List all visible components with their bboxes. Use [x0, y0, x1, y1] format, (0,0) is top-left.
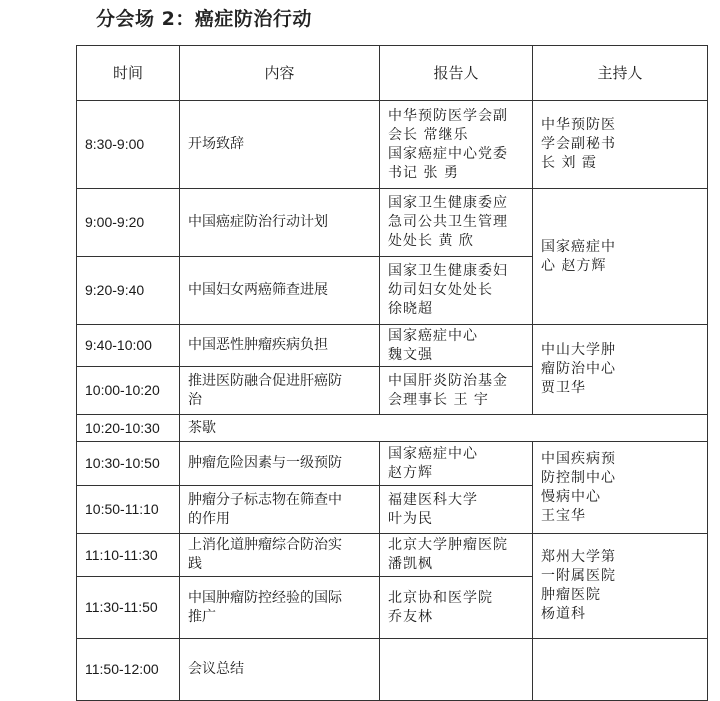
speaker-line: 北京大学肿瘤医院	[388, 537, 508, 553]
time-cell: 9:20-9:40	[77, 257, 180, 325]
content-cell	[180, 486, 380, 534]
table-row	[77, 415, 708, 442]
speaker-line: 处处长 黄 欣	[388, 233, 474, 249]
content-line: 茶歇	[188, 419, 216, 436]
host-line: 王宝华	[541, 507, 586, 524]
host-cell	[533, 639, 708, 701]
speaker-line: 国家卫生健康委应	[388, 195, 508, 211]
speaker-line: 中国肝炎防治基金	[388, 372, 508, 389]
host-line: 慢病中心	[541, 488, 601, 505]
header-host: 主持人	[533, 46, 708, 101]
time-cell: 8:30-9:00	[77, 101, 180, 189]
table-row	[77, 534, 708, 577]
time-cell: 10:50-11:10	[77, 486, 180, 534]
time-cell: 11:50-12:00	[77, 639, 180, 701]
host-line: 中国疾病预	[541, 450, 616, 467]
host-line: 一附属医院	[541, 568, 616, 584]
speaker-cell	[380, 639, 533, 701]
host-line: 中山大学肿	[541, 342, 616, 358]
content-line: 中国肿瘤防控经验的国际	[188, 589, 342, 606]
speaker-line: 国家癌症中心	[388, 327, 478, 344]
host-line: 贾卫华	[541, 380, 586, 396]
content-line: 中国妇女两癌筛查进展	[188, 282, 328, 298]
speaker-line: 国家癌症中心	[388, 445, 478, 462]
header-time: 时间	[77, 46, 180, 101]
header-speaker: 报告人	[380, 46, 533, 101]
speaker-line: 会理事长 王 宇	[388, 391, 489, 408]
speaker-cell	[380, 257, 533, 325]
content-line: 治	[188, 391, 202, 408]
content-cell	[180, 577, 380, 639]
page-title: 分会场 2：癌症防治行动	[96, 8, 312, 30]
host-cell	[533, 534, 708, 639]
speaker-cell	[380, 534, 533, 577]
speaker-line: 徐晓超	[388, 301, 433, 317]
speaker-cell	[380, 325, 533, 367]
speaker-line: 魏文强	[388, 346, 433, 363]
time-cell: 10:30-10:50	[77, 442, 180, 486]
content-cell	[180, 189, 380, 257]
speaker-line: 潘凯枫	[388, 556, 433, 572]
content-cell	[180, 101, 380, 189]
speaker-line: 北京协和医学院	[388, 589, 493, 606]
speaker-line: 国家卫生健康委妇	[388, 263, 508, 279]
time-cell: 9:00-9:20	[77, 189, 180, 257]
host-line: 杨道科	[541, 606, 586, 622]
speaker-line: 中华预防医学会副	[388, 107, 508, 124]
content-cell	[180, 367, 380, 415]
content-line: 中国癌症防治行动计划	[188, 214, 328, 230]
speaker-line: 幼司妇女处处长	[388, 282, 493, 298]
time-cell: 10:00-10:20	[77, 367, 180, 415]
content-cell	[180, 639, 380, 701]
speaker-line: 叶为民	[388, 510, 433, 527]
time-cell: 11:30-11:50	[77, 577, 180, 639]
content-line: 中国恶性肿瘤疾病负担	[188, 337, 328, 353]
speaker-cell	[380, 442, 533, 486]
speaker-cell	[380, 577, 533, 639]
time-cell: 11:10-11:30	[77, 534, 180, 577]
speaker-cell	[380, 189, 533, 257]
speaker-line: 国家癌症中心党委	[388, 145, 508, 162]
host-line: 肿瘤医院	[541, 587, 601, 603]
content-line: 的作用	[188, 510, 230, 527]
content-cell	[180, 415, 708, 442]
content-cell	[180, 534, 380, 577]
host-cell	[533, 101, 708, 189]
content-cell	[180, 325, 380, 367]
time-cell: 9:40-10:00	[77, 325, 180, 367]
host-cell	[533, 442, 708, 534]
speaker-line: 赵方辉	[388, 464, 433, 481]
host-line: 学会副秘书	[541, 136, 616, 152]
content-line: 开场致辞	[188, 136, 244, 152]
host-line: 长 刘 霞	[541, 155, 597, 171]
table-row	[77, 325, 708, 367]
content-line: 践	[188, 556, 202, 572]
header-content: 内容	[180, 46, 380, 101]
table-row	[77, 639, 708, 701]
header-row	[77, 46, 708, 101]
table-row	[77, 101, 708, 189]
content-cell	[180, 442, 380, 486]
speaker-line: 急司公共卫生管理	[388, 214, 508, 230]
host-line: 郑州大学第	[541, 549, 616, 565]
speaker-line: 福建医科大学	[388, 491, 478, 508]
speaker-cell	[380, 367, 533, 415]
host-line: 国家癌症中	[541, 238, 616, 255]
host-cell	[533, 189, 708, 325]
time-cell: 10:20-10:30	[77, 415, 180, 442]
content-line: 推广	[188, 608, 216, 625]
content-line: 推进医防融合促进肝癌防	[188, 372, 342, 389]
speaker-line: 乔友林	[388, 608, 433, 625]
speaker-cell	[380, 486, 533, 534]
speaker-line: 会长 常继乐	[388, 126, 469, 143]
table-row	[77, 442, 708, 486]
speaker-line: 书记 张 勇	[388, 164, 459, 181]
content-line: 上消化道肿瘤综合防治实	[188, 537, 342, 553]
content-line: 肿瘤危险因素与一级预防	[188, 455, 342, 471]
speaker-cell	[380, 101, 533, 189]
content-line: 会议总结	[188, 661, 244, 677]
host-line: 心 赵方辉	[541, 257, 607, 274]
host-line: 瘤防治中心	[541, 361, 616, 377]
schedule-table	[76, 45, 708, 701]
host-cell	[533, 325, 708, 415]
content-cell	[180, 257, 380, 325]
table-row	[77, 189, 708, 257]
content-line: 肿瘤分子标志物在筛查中	[188, 491, 342, 508]
host-line: 中华预防医	[541, 117, 616, 133]
host-line: 防控制中心	[541, 469, 616, 486]
